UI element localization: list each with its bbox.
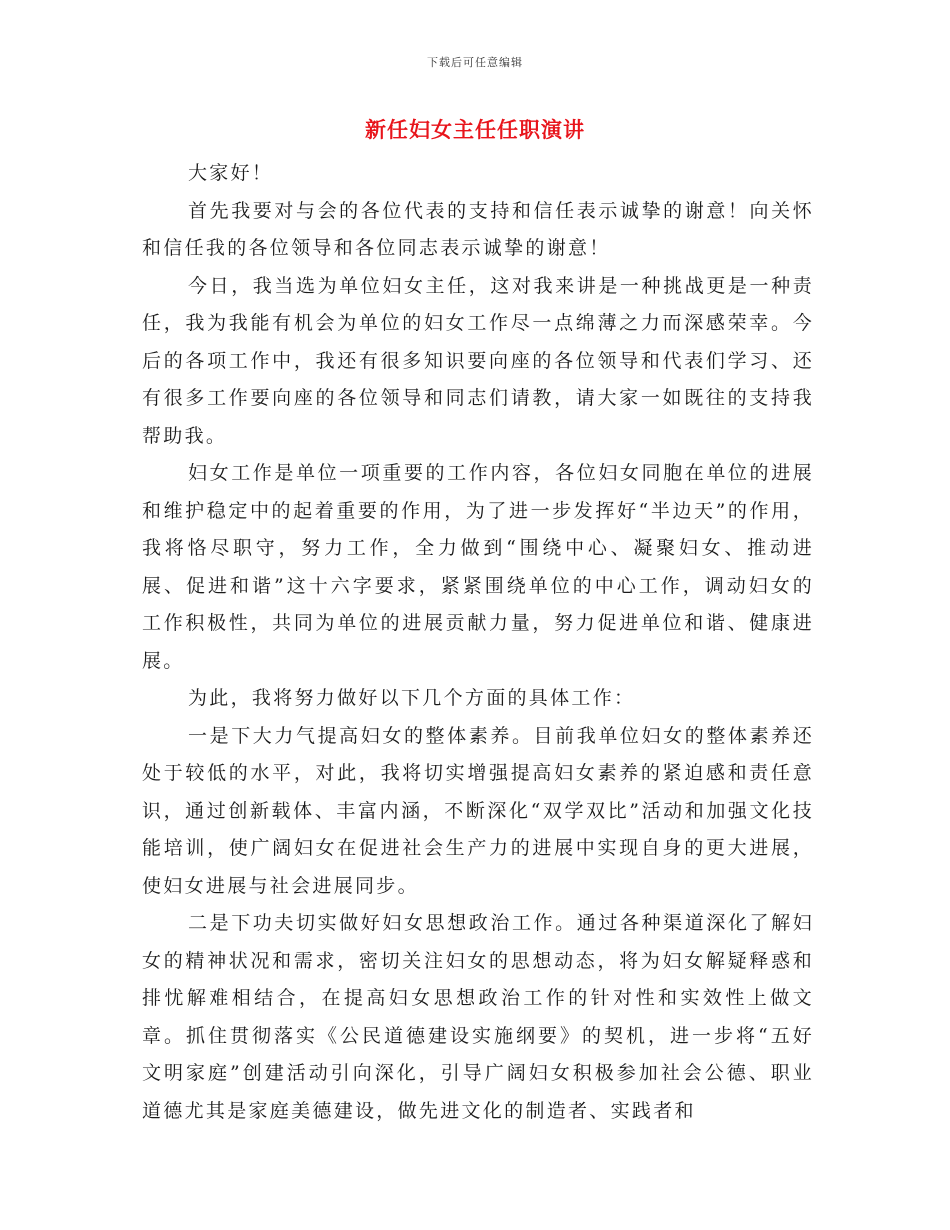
paragraph-greeting: 大家好！ [188,162,274,184]
paragraph-plan-intro: 为此，我将努力做好以下几个方面的具体工作： [188,687,636,709]
header-note: 下载后可任意编辑 [427,56,523,69]
paragraph-women-work: 妇女工作是单位一项重要的工作内容，各位妇女同胞在单位的进展和维护稳定中的起着重要的作用，为了进一步发挥好“半边天”的作用，我将恪尽职守，努力工作，全力做到“围绕中心、凝聚妇女、推动进展、促进和谐”这十六字要求，紧紧围绕单位的中心工作，调动妇女的工作积极性，共同为单位的进展贡献力量，努力促进单位和谐、健康进展。 [142,462,814,672]
paragraph-point-one: 一是下大力气提高妇女的整体素养。目前我单位妇女的整体素养还处于较低的水平，对此，我将切实增强提高妇女素养的紧迫感和责任意识，通过创新载体、丰富内涵，不断深化“双学双比”活动和加强文化技能培训，使广阔妇女在促进社会生产力的进展中实现自身的更大进展，使妇女进展与社会进展同步。 [142,724,814,897]
paragraph-point-two: 二是下功夫切实做好妇女思想政治工作。通过各种渠道深化了解妇女的精神状况和需求，密切关注妇女的思想动态，将为妇女解疑释惑和排忧解难相结合，在提高妇女思想政治工作的针对性和实效性上做文章。抓住贯彻落实《公民道德建设实施纲要》的契机，进一步将“五好文明家庭”创建活动引向深化，引导广阔妇女积极参加社会公德、职业道德尤其是家庭美德建设，做先进文化的制造者、实践者和 [142,912,814,1122]
paragraph-thanks: 首先我要对与会的各位代表的支持和信任表示诚挚的谢意！向关怀和信任我的各位领导和各位同志表示诚挚的谢意！ [142,199,814,259]
paragraph-election: 今日，我当选为单位妇女主任，这对我来讲是一种挑战更是一种责任，我为我能有机会为单位的妇女工作尽一点绵薄之力而深感荣幸。今后的各项工作中，我还有很多知识要向座的各位领导和代表们学习、还有很多工作要向座的各位领导和同志们请教，请大家一如既往的支持我帮助我。 [142,274,814,447]
document-title: 新任妇女主任任职演讲 [365,117,585,142]
document-body [142,155,814,1130]
